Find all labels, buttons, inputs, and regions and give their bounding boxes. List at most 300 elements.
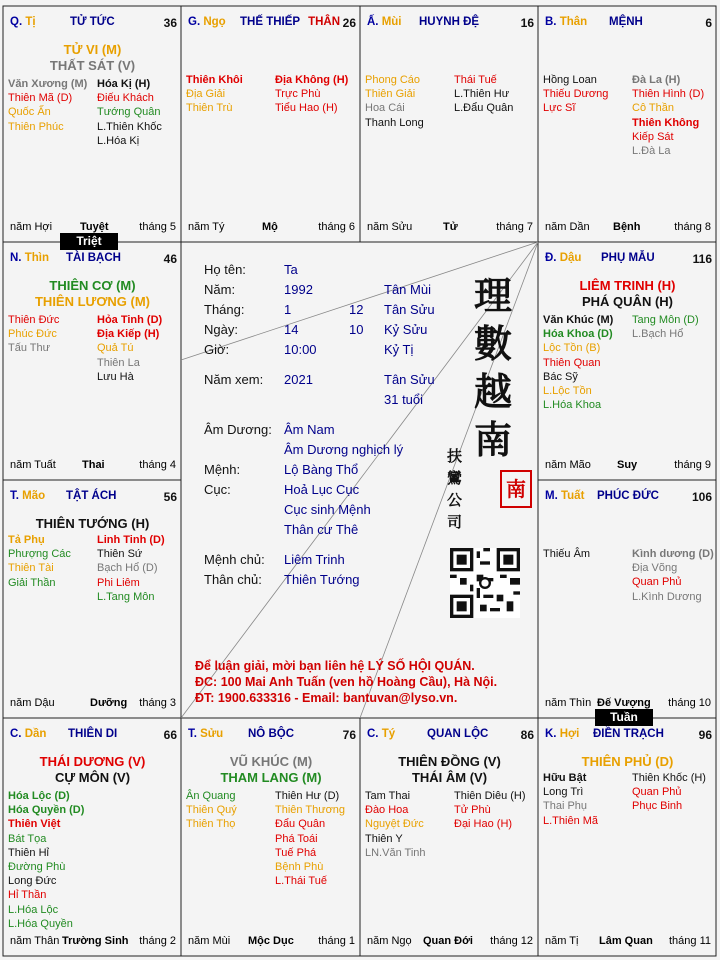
main-stars xyxy=(182,754,360,786)
palace-than xyxy=(539,7,716,242)
minor-star: Tuế Phá xyxy=(275,846,317,859)
palace-footer xyxy=(4,935,181,949)
palace-stage: Mộ xyxy=(262,221,278,233)
palace-name: NÔ BỘC xyxy=(248,728,294,740)
main-star: THIÊN ĐỒNG (V) xyxy=(398,754,501,769)
palace-header xyxy=(10,728,46,740)
minor-star: Tướng Quân xyxy=(97,106,161,119)
minor-star: Cô Thần xyxy=(632,102,674,115)
palace-footer xyxy=(182,935,360,949)
palace-ngo xyxy=(182,7,360,242)
minor-star: Địa Kiếp (H) xyxy=(97,328,160,341)
palace-name: PHỤ MẪU xyxy=(601,252,655,264)
minor-stars-right xyxy=(275,789,345,888)
minor-star: Kình dương (D) xyxy=(632,548,714,560)
minor-stars-right xyxy=(632,547,714,604)
minor-star: Thiếu Dương xyxy=(543,88,609,101)
main-star: THIÊN TƯỚNG (H) xyxy=(35,516,150,531)
tuan-tag: Tuần xyxy=(595,709,653,726)
palace-can: K. xyxy=(545,728,560,740)
contact-line-3[interactable]: ĐT: 1900.633316 - Email: bantuvan@lyso.vn. xyxy=(195,691,458,705)
minor-stars-right xyxy=(632,771,706,814)
minor-stars-left xyxy=(365,789,426,860)
palace-number: 86 xyxy=(520,728,534,742)
am-duong-value: Âm Nam xyxy=(284,422,335,437)
main-stars xyxy=(4,42,181,74)
palace-tuat xyxy=(539,481,716,718)
palace-ti xyxy=(4,7,181,242)
minor-stars-right xyxy=(97,533,165,604)
minor-star: L.Thiên Hư xyxy=(454,88,510,101)
minor-star: L.Hóa Quyền xyxy=(8,917,73,930)
gio-value: 10:00 xyxy=(284,342,317,357)
minor-star: Thiên Đức xyxy=(8,314,60,326)
palace-year: năm Dần xyxy=(545,221,590,233)
palace-chi: Dậu xyxy=(559,252,582,264)
ngay-can-chi: Kỷ Sửu xyxy=(384,322,428,337)
main-star: THÁI DƯƠNG (V) xyxy=(39,754,146,769)
main-stars xyxy=(539,278,716,310)
minor-star: Thiên Quý xyxy=(186,804,237,817)
palace-header xyxy=(545,16,587,28)
cuc-note: Cục sinh Mệnh xyxy=(284,502,371,517)
thang-label: Tháng: xyxy=(204,302,245,317)
minor-star: L.Hóa Kị xyxy=(97,134,140,147)
am-duong-note: Âm Dương nghịch lý xyxy=(284,442,404,457)
palace-number: 96 xyxy=(698,728,712,742)
palace-can: M. xyxy=(545,490,561,502)
minor-star: Phượng Các xyxy=(8,548,71,561)
than-cu-note: Thân cư Thê xyxy=(284,522,359,537)
thang-can-chi: Tân Sửu xyxy=(384,302,435,317)
palace-header xyxy=(545,490,584,502)
palace-header xyxy=(10,16,36,28)
palace-name: TÀI BẠCH xyxy=(66,252,121,264)
minor-star: Hồng Loan xyxy=(543,74,597,86)
menh-chu-value: Liêm Trinh xyxy=(284,552,345,567)
palace-name: THIÊN DI xyxy=(68,728,118,740)
minor-star: Thiên Trù xyxy=(186,102,233,115)
minor-stars-right xyxy=(454,73,513,116)
minor-stars-left xyxy=(8,313,59,356)
palace-footer xyxy=(182,221,360,235)
palace-year: năm Mùi xyxy=(188,935,231,947)
palace-stage: Mộc Dục xyxy=(248,935,294,947)
minor-star: L.Đà La xyxy=(632,145,671,158)
palace-header xyxy=(367,728,395,740)
minor-star: Thiên Hư (D) xyxy=(275,790,340,802)
minor-star: Địa Không (H) xyxy=(275,74,349,86)
palace-can: C. xyxy=(10,728,25,740)
minor-star: Trực Phù xyxy=(275,88,321,101)
ngay-value: 14 xyxy=(284,322,299,337)
minor-star: Giải Thần xyxy=(8,576,56,589)
palace-chi: Hợi xyxy=(559,728,580,740)
seal-big-text: 理數越南 xyxy=(474,273,513,462)
palace-chi: Tị xyxy=(25,16,36,28)
minor-star: Hóa Quyền (D) xyxy=(8,804,85,817)
palace-can: Ấ. xyxy=(367,16,382,28)
minor-star: Thiên Tài xyxy=(8,562,54,575)
palace-header xyxy=(545,728,579,740)
palace-month: tháng 3 xyxy=(139,697,176,709)
minor-star: Linh Tinh (D) xyxy=(97,534,165,546)
ho-ten-value: Ta xyxy=(284,262,298,277)
minor-star: L.Thái Tuế xyxy=(275,875,327,888)
minor-star: Thiên Khốc (H) xyxy=(632,772,706,784)
main-star: THAM LANG (M) xyxy=(220,770,322,785)
palace-year: năm Thân xyxy=(10,935,60,947)
nam-xem-label: Năm xem: xyxy=(204,372,264,387)
nam-value: 1992 xyxy=(284,282,313,297)
palace-stage: Thai xyxy=(82,459,105,471)
main-star: THẤT SÁT (V) xyxy=(49,58,136,73)
palace-footer xyxy=(361,935,538,949)
minor-star: Lưu Hà xyxy=(97,370,134,383)
palace-stage: Tử xyxy=(443,221,458,233)
menh-value: Lộ Bàng Thổ xyxy=(284,462,359,477)
palace-number: 116 xyxy=(692,252,712,266)
minor-star: Tam Thai xyxy=(365,790,411,802)
main-star: CỰ MÔN (V) xyxy=(54,770,131,785)
main-star: THIÊN PHỦ (D) xyxy=(581,754,674,769)
main-star: LIÊM TRINH (H) xyxy=(579,278,676,293)
thang-am-lich: 12 xyxy=(349,302,364,317)
main-star: PHÁ QUÂN (H) xyxy=(582,294,673,309)
palace-dan xyxy=(4,719,181,956)
palace-chi: Ngọ xyxy=(203,16,226,28)
palace-month: tháng 7 xyxy=(496,221,533,233)
palace-footer xyxy=(361,221,538,235)
palace-header xyxy=(367,16,402,28)
palace-chi: Dần xyxy=(24,728,47,740)
minor-star: Hữu Bật xyxy=(543,772,587,784)
tuoi-value: 31 tuổi xyxy=(384,392,424,407)
palace-header xyxy=(545,252,581,264)
gio-label: Giờ: xyxy=(204,342,230,357)
minor-star: Địa Giải xyxy=(186,88,226,101)
palace-suu xyxy=(182,719,360,956)
minor-star: L.Hóa Khoa xyxy=(543,399,602,412)
minor-star: Hóa Kị (H) xyxy=(97,78,151,90)
than-chu-label: Thân chủ: xyxy=(204,572,262,587)
minor-star: Đại Hao (H) xyxy=(454,818,513,831)
minor-stars-left xyxy=(8,77,87,134)
palace-number: 66 xyxy=(163,728,177,742)
main-star: THIÊN LƯƠNG (M) xyxy=(34,294,151,309)
minor-stars-left xyxy=(543,547,590,561)
nam-xem-can-chi: Tân Sửu xyxy=(384,372,435,387)
palace-number: 56 xyxy=(163,490,177,504)
minor-star: Tang Môn (D) xyxy=(632,314,699,326)
ngay-am-lich: 10 xyxy=(349,322,364,337)
minor-star: Lộc Tồn (B) xyxy=(543,342,601,355)
main-star: THIÊN CƠ (M) xyxy=(49,278,136,293)
minor-star: LN.Văn Tinh xyxy=(365,846,426,859)
palace-year: năm Thìn xyxy=(545,697,592,709)
minor-star: Văn Khúc (M) xyxy=(543,314,614,326)
palace-year: năm Dậu xyxy=(10,697,55,709)
palace-stage: Suy xyxy=(617,459,638,471)
palace-name: QUAN LỘC xyxy=(427,728,489,740)
minor-star: Long Trì xyxy=(543,786,584,799)
palace-year: năm Tý xyxy=(188,221,225,233)
minor-star: Phục Binh xyxy=(632,800,683,813)
palace-mao xyxy=(4,481,181,718)
minor-stars-left xyxy=(186,789,237,832)
nam-label: Năm: xyxy=(204,282,236,297)
palace-stage: Quan Đới xyxy=(423,935,473,947)
palace-number: 36 xyxy=(163,16,177,30)
minor-star: Tấu Thư xyxy=(8,342,51,355)
minor-stars-left xyxy=(8,789,84,931)
palace-stage: Đế Vượng xyxy=(597,697,651,709)
palace-header xyxy=(10,252,49,264)
palace-chi: Tý xyxy=(381,728,396,740)
minor-star: Thiên La xyxy=(97,356,140,369)
nam-can-chi: Tân Mùi xyxy=(384,282,431,297)
minor-stars-left xyxy=(365,73,424,130)
minor-stars-right xyxy=(97,313,162,384)
palace-can: G. xyxy=(188,16,204,28)
minor-star: Đường Phù xyxy=(8,861,66,874)
minor-star: Tử Phù xyxy=(454,804,491,817)
ngay-label: Ngày: xyxy=(204,322,238,337)
palace-year: năm Hợi xyxy=(10,221,53,233)
menh-chu-label: Mệnh chủ: xyxy=(204,552,265,567)
palace-can: N. xyxy=(10,252,25,264)
minor-stars-left xyxy=(543,73,608,116)
minor-star: Thiên Phúc xyxy=(8,120,64,133)
palace-hoi xyxy=(539,719,716,956)
minor-star: Quốc Ấn xyxy=(8,106,51,119)
minor-star: Thanh Long xyxy=(365,116,424,129)
palace-footer xyxy=(4,459,181,473)
minor-star: Long Đức xyxy=(8,875,57,888)
minor-star: Thiên Việt xyxy=(8,818,61,831)
palace-number: 16 xyxy=(520,16,534,30)
minor-star: Thai Phụ xyxy=(543,800,588,813)
palace-year: năm Tuất xyxy=(10,459,56,471)
minor-star: Thiên Giải xyxy=(365,88,416,101)
minor-star: Thái Tuế xyxy=(454,74,497,86)
palace-number: 6 xyxy=(705,16,712,30)
main-stars xyxy=(361,754,538,786)
palace-can: B. xyxy=(545,16,560,28)
minor-star: L.Hóa Lộc xyxy=(8,903,59,916)
minor-star: Hỏa Tinh (D) xyxy=(97,314,163,326)
palace-chi: Thân xyxy=(559,16,588,28)
palace-month: tháng 2 xyxy=(139,935,176,947)
cuc-value: Hoả Lục Cục xyxy=(284,482,360,497)
palace-name: ĐIỀN TRẠCH xyxy=(593,728,664,740)
palace-chi: Thìn xyxy=(24,252,49,264)
ho-ten-label: Họ tên: xyxy=(204,262,246,277)
palace-header xyxy=(10,490,45,502)
minor-star: Bệnh Phù xyxy=(275,861,324,874)
minor-stars-right xyxy=(632,313,699,341)
seal-small-text: 扶鸞公司 xyxy=(447,447,463,531)
minor-star: Hóa Lộc (D) xyxy=(8,790,70,802)
palace-name: HUYNH ĐỆ xyxy=(419,16,480,28)
minor-stars-right xyxy=(454,789,526,832)
than-chu-value: Thiên Tướng xyxy=(284,572,360,587)
palace-month: tháng 11 xyxy=(668,935,711,947)
minor-star: L.Lộc Tồn xyxy=(543,385,592,398)
minor-star: L.Thiên Khốc xyxy=(97,120,162,133)
palace-can: Đ. xyxy=(545,252,560,264)
minor-star: Tiểu Hao (H) xyxy=(275,102,338,115)
minor-star: Thiếu Âm xyxy=(543,548,591,560)
minor-star: Tả Phụ xyxy=(8,534,45,546)
contact-line-1: Để luận giải, mời bạn liên hệ LÝ SỐ HỘI QUÁN. xyxy=(195,659,475,673)
minor-star: Đà La (H) xyxy=(632,74,681,86)
minor-star: Thiên Khôi xyxy=(186,74,243,86)
palace-stage: Dưỡng xyxy=(90,697,128,709)
palace-header xyxy=(188,728,223,740)
minor-star: Thiên Mã (D) xyxy=(8,92,73,105)
palace-name: TỬ TỨC xyxy=(70,16,115,28)
palace-number: 106 xyxy=(691,490,712,504)
minor-star: Nguyệt Đức xyxy=(365,818,424,831)
minor-star: Thiên Thương xyxy=(275,804,346,817)
palace-month: tháng 1 xyxy=(318,935,355,947)
palace-can: Q. xyxy=(10,16,26,28)
thang-value: 1 xyxy=(284,302,292,317)
minor-star: Lực Sĩ xyxy=(543,102,576,115)
minor-stars-left xyxy=(543,771,598,828)
palace-ty xyxy=(361,719,538,956)
main-stars xyxy=(539,754,716,770)
palace-month: tháng 12 xyxy=(490,935,533,947)
palace-year: năm Sửu xyxy=(367,221,413,233)
palace-footer xyxy=(4,697,181,711)
minor-star: Thiên Thọ xyxy=(186,818,236,831)
palace-name: MỆNH xyxy=(609,16,643,28)
palace-number: 46 xyxy=(163,252,177,266)
minor-star: Điếu Khách xyxy=(97,92,154,105)
palace-month: tháng 8 xyxy=(674,221,711,233)
minor-star: Bạch Hổ (D) xyxy=(97,562,158,575)
minor-star: Bát Tọa xyxy=(8,832,47,845)
palace-footer xyxy=(539,935,716,949)
minor-star: Thiên Quan xyxy=(543,356,601,369)
gio-can-chi: Kỷ Tị xyxy=(384,342,414,357)
palace-name: TẬT ÁCH xyxy=(66,490,117,502)
minor-star: L.Kình Dương xyxy=(632,590,702,603)
palace-can: C. xyxy=(367,728,382,740)
palace-name: THẾ THIẾP THÂN xyxy=(240,16,341,28)
minor-star: Hỉ Thần xyxy=(8,889,47,902)
minor-star: Thiên Sứ xyxy=(97,548,143,561)
minor-stars-left xyxy=(543,313,613,412)
contact-line-2: ĐC: 100 Mai Anh Tuấn (ven hồ Hoàng Cầu), Hà Nội. xyxy=(195,675,498,689)
main-star: THÁI ÂM (V) xyxy=(411,770,488,785)
minor-star: Phong Cáo xyxy=(365,74,421,86)
minor-star: L.Tang Môn xyxy=(97,590,155,603)
minor-stars-right xyxy=(97,77,162,148)
main-star: TỬ VI (M) xyxy=(63,42,122,57)
palace-stage: Bệnh xyxy=(613,221,641,233)
palace-month: tháng 5 xyxy=(139,221,176,233)
palace-chi: Sửu xyxy=(200,728,224,740)
minor-stars-left xyxy=(8,533,71,590)
minor-star: L.Bạch Hổ xyxy=(632,328,684,341)
main-stars xyxy=(4,754,181,786)
palace-mui xyxy=(361,7,538,242)
palace-thin xyxy=(4,243,181,480)
minor-star: Địa Võng xyxy=(632,562,678,575)
palace-name: PHÚC ĐỨC xyxy=(597,490,659,502)
main-star: VŨ KHÚC (M) xyxy=(229,754,313,769)
palace-chi: Mùi xyxy=(381,16,402,28)
seal-stamp: 南 xyxy=(500,470,532,508)
minor-star: Phúc Đức xyxy=(8,328,57,341)
palace-number: 76 xyxy=(342,728,356,742)
menh-label: Mệnh: xyxy=(204,462,241,477)
minor-star: Quả Tú xyxy=(97,342,134,355)
palace-header xyxy=(188,16,226,28)
palace-month: tháng 10 xyxy=(668,697,711,709)
palace-month: tháng 6 xyxy=(318,221,355,233)
minor-star: Hoa Cái xyxy=(365,102,405,115)
minor-star: Đào Hoa xyxy=(365,804,409,817)
minor-star: Kiếp Sát xyxy=(632,130,674,143)
palace-chi: Mão xyxy=(22,490,46,502)
palace-can: T. xyxy=(10,490,23,502)
minor-star: Văn Xương (M) xyxy=(8,78,88,90)
minor-stars-right xyxy=(275,73,348,116)
main-stars xyxy=(4,516,181,532)
minor-star: Bác Sỹ xyxy=(543,370,578,383)
minor-star: Quan Phủ xyxy=(632,786,682,799)
minor-star: Thiên Hình (D) xyxy=(632,88,705,101)
minor-star: Thiên Diêu (H) xyxy=(454,790,526,802)
palace-can: T. xyxy=(188,728,201,740)
palace-chi: Tuất xyxy=(560,490,585,502)
palace-month: tháng 9 xyxy=(674,459,711,471)
palace-footer xyxy=(539,459,716,473)
palace-stage: Lâm Quan xyxy=(599,935,653,947)
triet-tag: Triệt xyxy=(60,233,118,250)
nam-xem-value: 2021 xyxy=(284,372,313,387)
palace-stage: Trường Sinh xyxy=(62,935,129,947)
minor-star: Quan Phủ xyxy=(632,576,682,589)
minor-star: L.Đẩu Quân xyxy=(454,102,514,115)
main-stars xyxy=(4,278,181,310)
palace-stage: Tuyệt xyxy=(80,221,109,233)
minor-stars-right xyxy=(632,73,704,158)
minor-star: Thiên Y xyxy=(365,832,403,845)
minor-star: Phá Toái xyxy=(275,832,318,845)
palace-year: năm Mão xyxy=(545,459,591,471)
qr-code-icon xyxy=(450,548,520,618)
minor-star: Đẩu Quân xyxy=(275,818,326,831)
palace-year: năm Tị xyxy=(545,935,579,947)
minor-star: Thiên Hỉ xyxy=(8,846,49,859)
minor-star: Hóa Khoa (D) xyxy=(543,328,613,341)
minor-star: Thiên Không xyxy=(632,116,700,129)
am-duong-label: Âm Dương: xyxy=(204,422,272,437)
palace-dau xyxy=(539,243,716,480)
minor-star: Ân Quang xyxy=(186,790,236,802)
minor-stars-left xyxy=(186,73,243,116)
palace-footer xyxy=(539,221,716,235)
palace-year: năm Ngọ xyxy=(367,935,412,947)
cuc-label: Cục: xyxy=(204,482,231,497)
minor-star: L.Thiên Mã xyxy=(543,814,599,827)
palace-month: tháng 4 xyxy=(139,459,176,471)
